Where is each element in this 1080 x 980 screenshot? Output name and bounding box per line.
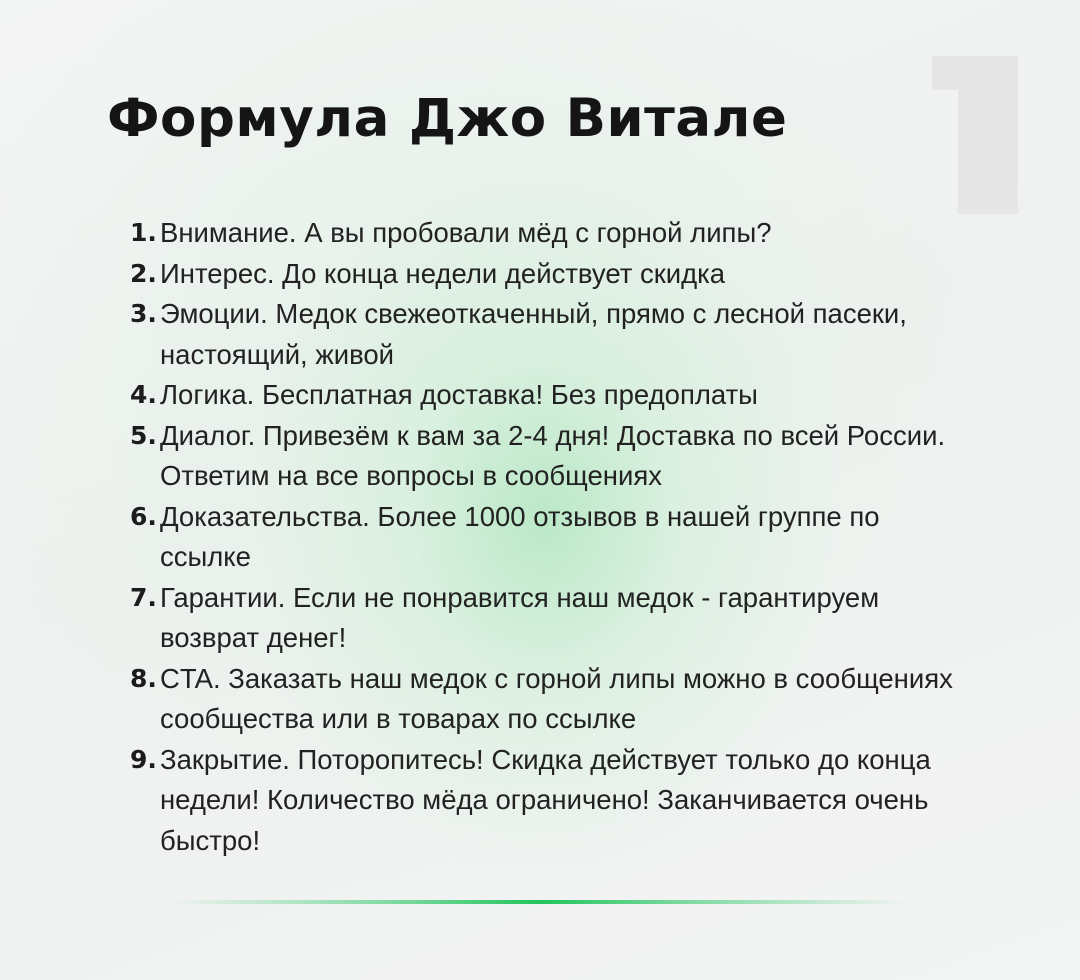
list-item [130, 578, 970, 659]
step-number: 6. [130, 501, 157, 531]
slide-number-graphic [958, 56, 1018, 214]
step-text: Внимание. А вы пробовали мёд с горной липы? [160, 217, 772, 248]
accent-divider [170, 900, 910, 904]
page-title: Формула Джо Витале [107, 88, 788, 149]
list-item [130, 740, 970, 862]
list-item [130, 213, 970, 254]
list-item [130, 294, 970, 375]
step-text: Интерес. До конца недели действует скидка [160, 257, 726, 289]
step-text: Закрытие. Поторопитесь! Скидка действует только до конца недели! Количество мёда ограничено! Заканчивается очень быстро! [160, 743, 931, 856]
formula-steps-list [130, 213, 970, 861]
step-number: 2. [130, 258, 157, 288]
list-item [130, 416, 970, 497]
step-text: Доказательства. Более 1000 отзывов в нашей группе по ссылке [160, 500, 880, 572]
step-number: 8. [130, 663, 157, 693]
step-text: Гарантии. Если не понравится наш медок - гарантируем возврат денег! [160, 581, 880, 653]
step-number: 9. [130, 744, 157, 774]
step-number: 7. [130, 582, 157, 612]
step-number: 4. [130, 380, 157, 409]
step-text: CTA. Заказать наш медок с горной липы можно в сообщениях сообщества или в товарах по ссылке [160, 662, 953, 734]
list-item [130, 659, 970, 740]
step-text: Эмоции. Медок свежеоткаченный, прямо с лесной пасеки, настоящий, живой [160, 298, 907, 370]
step-text: Диалог. Привезём к вам за 2-4 дня! Доставка по всей России. Ответим на все вопросы в сообщениях [160, 419, 946, 491]
list-item [130, 254, 970, 295]
step-number: 3. [130, 299, 157, 328]
list-item [130, 375, 970, 416]
list-item [130, 497, 970, 578]
step-text: Логика. Бесплатная доставка! Без предоплаты [160, 379, 758, 410]
step-number: 1. [130, 218, 157, 247]
step-number: 5. [130, 420, 157, 450]
